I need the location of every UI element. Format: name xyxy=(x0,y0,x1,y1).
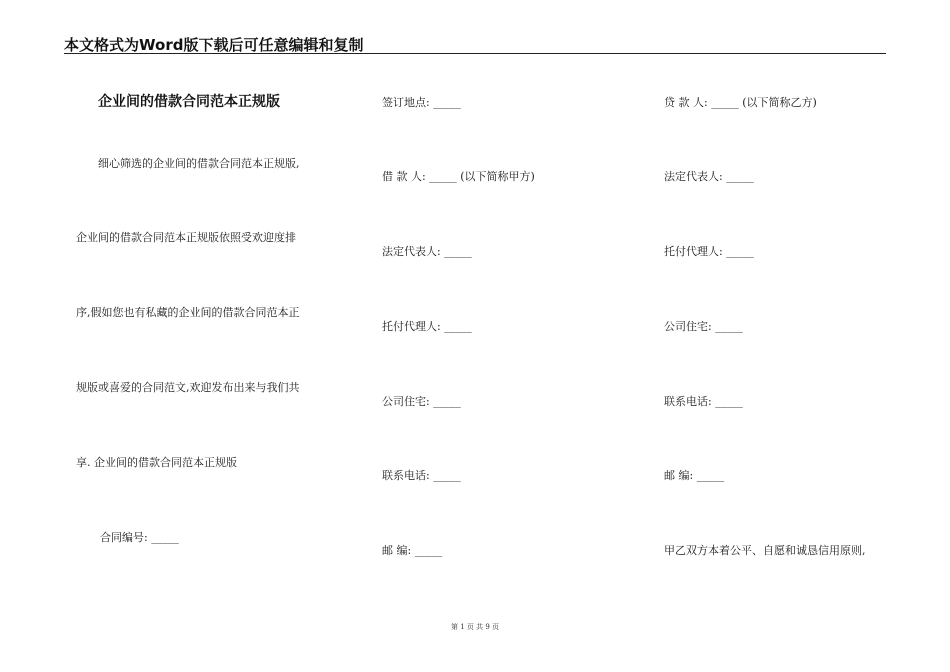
postcode-field: 邮 编: _____ xyxy=(664,469,725,482)
agreement-intro-line: 甲乙双方本着公平、自愿和诚恳信用原则, xyxy=(664,544,866,557)
phone-field: 联系电话: _____ xyxy=(382,469,461,482)
lender-field: 贷 款 人: _____ (以下简称乙方) xyxy=(664,96,817,109)
authorized-agent-field: 托付代理人: _____ xyxy=(664,245,754,258)
borrower-field: 借 款 人: _____ (以下简称甲方) xyxy=(382,170,535,183)
page-number: 第 1 页 共 9 页 xyxy=(450,623,500,631)
authorized-agent-field: 托付代理人: _____ xyxy=(382,320,472,333)
signing-location-field: 签订地点: _____ xyxy=(382,96,461,109)
postcode-field: 邮 编: _____ xyxy=(382,544,443,557)
contract-number-field: 合同编号: _____ xyxy=(100,531,179,544)
company-address-field: 公司住宅: _____ xyxy=(664,320,743,333)
company-address-field: 公司住宅: _____ xyxy=(382,395,461,408)
legal-representative-field: 法定代表人: _____ xyxy=(664,170,754,183)
col1-line: 享. 企业间的借款合同范本正规版 xyxy=(76,456,237,469)
legal-representative-field: 法定代表人: _____ xyxy=(382,245,472,258)
col1-line: 细心筛选的企业间的借款合同范本正规版, xyxy=(98,157,300,170)
col1-line: 序,假如您也有私藏的企业间的借款合同范本正 xyxy=(76,306,300,319)
col1-line: 企业间的借款合同范本正规版依照受欢迎度排 xyxy=(76,231,296,244)
page-header-title: 本文格式为Word版下载后可任意编辑和复制 xyxy=(64,36,364,54)
document-title: 企业间的借款合同范本正规版 xyxy=(98,94,280,110)
header-divider xyxy=(64,53,886,54)
phone-field: 联系电话: _____ xyxy=(664,395,743,408)
col1-line: 规版或喜爱的合同范文,欢迎发布出来与我们共 xyxy=(76,381,300,394)
